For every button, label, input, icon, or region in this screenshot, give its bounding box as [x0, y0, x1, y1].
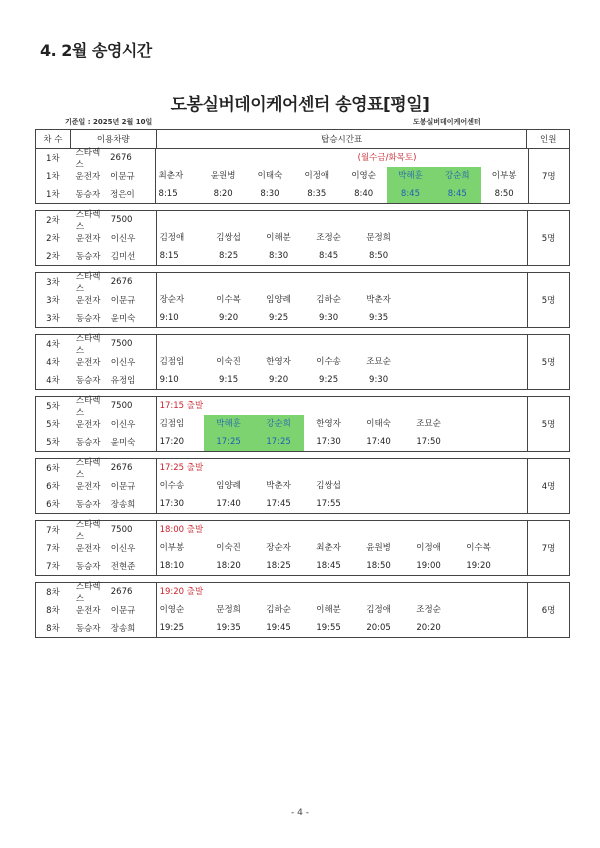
passenger-name: 최춘자 — [158, 171, 184, 181]
trip-group — [35, 520, 570, 576]
row-value: 7500 — [110, 525, 133, 535]
time-cells — [156, 433, 528, 451]
trip-number: 8차 — [46, 606, 60, 616]
pickup-time: 9:20 — [219, 313, 239, 323]
pickup-time: 19:45 — [266, 623, 291, 633]
departure-note: 17:25 출발 — [159, 463, 204, 473]
time-cells — [156, 619, 528, 637]
row-value: 김미선 — [110, 252, 136, 262]
people-count — [527, 309, 569, 327]
passenger-name: 강순희 — [254, 415, 304, 433]
trip-group — [35, 458, 570, 514]
time-cells — [155, 185, 528, 203]
row-label: 스타렉스 — [75, 210, 101, 232]
passenger-name: 이태숙 — [366, 419, 391, 429]
pickup-time: 9:20 — [269, 375, 289, 385]
header-car: 이용차량 — [70, 130, 156, 148]
trip-number: 8차 — [46, 624, 60, 634]
table-row — [36, 557, 569, 575]
trip-number: 1차 — [45, 172, 60, 182]
people-count: 4명 — [527, 477, 569, 495]
pickup-time: 18:45 — [316, 561, 341, 571]
row-value: 이문규 — [110, 296, 136, 306]
row-label: 스타렉스 — [75, 582, 101, 604]
row-label: 동승자 — [75, 562, 101, 572]
pickup-time: 8:40 — [354, 189, 374, 199]
passenger-name: 박춘자 — [366, 295, 391, 305]
time-cells — [155, 149, 528, 167]
passenger-name: 이부봉 — [491, 171, 517, 181]
time-cells — [156, 601, 528, 619]
passenger-name: 이정애 — [416, 543, 441, 553]
table-row — [36, 185, 569, 203]
trip-number: 4차 — [46, 340, 60, 350]
document-title: 도봉실버데이케어센터 송영표[평일] — [170, 95, 430, 115]
passenger-name: 최춘자 — [316, 543, 341, 553]
pickup-time: 19:25 — [159, 623, 185, 633]
row-label: 동승자 — [75, 438, 101, 448]
people-count — [527, 335, 569, 353]
pickup-time: 18:20 — [216, 561, 241, 571]
pickup-time: 8:35 — [307, 189, 327, 199]
passenger-name: 이숙진 — [216, 543, 241, 553]
people-count — [527, 583, 569, 601]
trip-number: 5차 — [46, 420, 60, 430]
passenger-name: 조정순 — [416, 605, 441, 615]
table-row — [36, 247, 569, 265]
trip-group — [35, 148, 570, 204]
passenger-name: 이해분 — [266, 233, 291, 243]
trip-number: 5차 — [46, 402, 60, 412]
passenger-name: 장순자 — [159, 295, 185, 305]
center-name: 도봉실버데이케어센터 — [413, 118, 481, 126]
table-row — [36, 396, 569, 418]
row-value: 7500 — [110, 401, 133, 411]
passenger-name: 이부봉 — [159, 543, 185, 553]
passenger-name: 윤원병 — [366, 543, 391, 553]
row-value: 장송희 — [110, 624, 136, 634]
departure-note: 19:20 출발 — [159, 587, 204, 597]
row-label: 운전자 — [75, 296, 101, 306]
passenger-name: 이영순 — [159, 605, 185, 615]
people-count — [527, 397, 569, 415]
pickup-time: 18:10 — [159, 561, 185, 571]
row-label: 동승자 — [75, 252, 101, 262]
passenger-name: 이수송 — [316, 357, 341, 367]
row-value: 2676 — [110, 587, 133, 597]
trip-number: 6차 — [46, 464, 60, 474]
trip-number: 7차 — [46, 544, 60, 554]
people-count — [528, 185, 569, 203]
trip-number: 5차 — [46, 438, 60, 448]
trip-number: 4차 — [46, 376, 60, 386]
pickup-time: 17:50 — [416, 437, 441, 447]
trip-number: 6차 — [46, 500, 60, 510]
row-value: 이신우 — [110, 234, 136, 244]
row-value: 장송희 — [110, 500, 136, 510]
pickup-time: 19:35 — [216, 623, 241, 633]
pickup-time: 18:50 — [366, 561, 391, 571]
departure-note — [293, 149, 340, 167]
row-label: 스타렉스 — [75, 458, 101, 480]
trip-number: 2차 — [46, 252, 60, 262]
pickup-time: 8:45 — [387, 185, 434, 203]
table-row — [36, 539, 569, 557]
trip-group — [35, 396, 570, 452]
people-count — [527, 459, 569, 477]
pickup-time: 8:30 — [269, 251, 289, 261]
passenger-name: 이태숙 — [257, 171, 283, 181]
passenger-name: 이해분 — [316, 605, 341, 615]
departure-note — [200, 149, 247, 167]
people-count — [527, 619, 569, 637]
departure-note — [247, 149, 294, 167]
time-cells — [156, 211, 528, 229]
passenger-name: 문정희 — [366, 233, 391, 243]
pickup-time: 8:45 — [434, 185, 481, 203]
people-count — [527, 211, 569, 229]
row-value: 정은이 — [110, 190, 135, 200]
pickup-time: 9:30 — [319, 313, 339, 323]
passenger-name: 김하순 — [316, 295, 341, 305]
pickup-time: 8:50 — [494, 189, 514, 199]
table-row — [36, 520, 569, 542]
table-row — [36, 415, 569, 433]
passenger-name: 이수송 — [159, 481, 185, 491]
time-cells — [156, 477, 528, 495]
pickup-time: 20:20 — [416, 623, 441, 633]
trip-group — [35, 582, 570, 638]
row-label: 운전자 — [75, 420, 101, 430]
trip-number: 7차 — [46, 526, 60, 536]
pickup-time: 8:15 — [158, 189, 178, 199]
passenger-name: 임양례 — [266, 295, 291, 305]
time-cells — [156, 371, 528, 389]
passenger-name: 김점임 — [159, 419, 185, 429]
pickup-time: 17:30 — [159, 499, 185, 509]
table-row — [36, 495, 569, 513]
passenger-name: 강순희 — [434, 167, 481, 185]
people-count: 6명 — [527, 601, 569, 619]
trip-number: 8차 — [46, 588, 60, 598]
row-label: 스타렉스 — [75, 272, 101, 294]
row-label: 스타렉스 — [75, 334, 101, 356]
people-count — [527, 371, 569, 389]
table-row — [36, 309, 569, 327]
row-value: 윤미숙 — [110, 314, 136, 324]
table-row — [36, 167, 569, 185]
time-cells — [156, 291, 528, 309]
time-cells — [156, 521, 528, 539]
passenger-name: 문정희 — [216, 605, 241, 615]
passenger-name: 김하순 — [266, 605, 291, 615]
people-count: 5명 — [527, 415, 569, 433]
row-label: 운전자 — [75, 172, 101, 182]
passenger-name: 김정애 — [159, 233, 185, 243]
row-value: 2676 — [110, 277, 133, 287]
pickup-time: 20:05 — [366, 623, 391, 633]
trip-number: 3차 — [46, 296, 60, 306]
pickup-time: 9:10 — [159, 313, 179, 323]
time-cells — [156, 397, 528, 415]
passenger-name: 김쌍섭 — [216, 233, 241, 243]
people-count — [527, 557, 569, 575]
pickup-time: 9:15 — [219, 375, 239, 385]
passenger-name: 이정애 — [304, 171, 330, 181]
pickup-time: 19:55 — [316, 623, 341, 633]
row-value: 전현준 — [110, 562, 136, 572]
trip-number: 4차 — [46, 358, 60, 368]
pickup-time: 17:45 — [266, 499, 291, 509]
table-row — [36, 458, 569, 480]
pickup-time: 17:40 — [366, 437, 391, 447]
table-row — [36, 334, 569, 356]
trip-group — [35, 334, 570, 390]
time-cells — [156, 459, 528, 477]
departure-note: (월수금/화목토) — [357, 153, 417, 163]
departure-note: 17:15 출발 — [159, 401, 204, 411]
pickup-time: 8:25 — [219, 251, 239, 261]
row-value: 윤미숙 — [110, 438, 136, 448]
row-label: 동승자 — [75, 190, 101, 200]
row-value: 이문규 — [110, 482, 136, 492]
row-value: 2676 — [110, 153, 132, 163]
time-cells — [156, 353, 528, 371]
table-row — [36, 353, 569, 371]
row-label: 스타렉스 — [75, 520, 101, 542]
people-count: 5명 — [527, 353, 569, 371]
time-cells — [156, 273, 528, 291]
header-times: 탑승시간표 — [156, 130, 527, 148]
pickup-time: 17:30 — [316, 437, 341, 447]
row-value: 7500 — [110, 339, 133, 349]
passenger-name: 조묘순 — [416, 419, 441, 429]
passenger-name: 한영자 — [316, 419, 341, 429]
trip-number: 6차 — [46, 482, 60, 492]
table-row — [36, 371, 569, 389]
passenger-name: 이수복 — [466, 543, 491, 553]
passenger-name: 박해훈 — [204, 415, 254, 433]
section-heading: 4. 2월 송영시간 — [40, 41, 152, 60]
table-row — [36, 601, 569, 619]
departure-note — [481, 149, 528, 167]
trip-number: 2차 — [46, 234, 60, 244]
passenger-name: 김쌍섭 — [316, 481, 341, 491]
table-row — [36, 272, 569, 294]
row-value: 이문규 — [110, 172, 135, 182]
pickup-time: 8:45 — [319, 251, 339, 261]
time-cells — [155, 167, 528, 185]
row-label: 동승자 — [75, 500, 101, 510]
passenger-name: 임양례 — [216, 481, 241, 491]
pickup-time: 8:20 — [213, 189, 233, 199]
trip-number: 1차 — [45, 190, 60, 200]
table-row — [36, 148, 569, 170]
pickup-time: 9:25 — [269, 313, 289, 323]
passenger-name: 박해훈 — [387, 167, 434, 185]
passenger-name: 김점임 — [159, 357, 185, 367]
row-label: 동승자 — [75, 624, 101, 634]
row-label: 스타렉스 — [75, 396, 101, 418]
pickup-time: 8:30 — [260, 189, 280, 199]
table-row — [36, 210, 569, 232]
passenger-name: 이숙진 — [216, 357, 241, 367]
people-count — [527, 273, 569, 291]
row-label: 동승자 — [75, 376, 101, 386]
row-value: 이신우 — [110, 544, 136, 554]
departure-note — [156, 149, 200, 167]
passenger-name: 김정애 — [366, 605, 391, 615]
table-row — [36, 477, 569, 495]
time-cells — [156, 309, 528, 327]
header-cha: 차 수 — [43, 135, 63, 145]
people-count — [527, 521, 569, 539]
pickup-time: 8:50 — [369, 251, 389, 261]
people-count — [527, 433, 569, 451]
trip-number: 3차 — [46, 278, 60, 288]
passenger-name: 장순자 — [266, 543, 291, 553]
page-number: - 4 - — [291, 808, 309, 818]
people-count: 5명 — [527, 229, 569, 247]
passenger-name: 이영순 — [351, 171, 376, 181]
time-cells — [156, 415, 528, 433]
trip-number: 3차 — [46, 314, 60, 324]
row-value: 유정임 — [110, 376, 136, 386]
schedule-table — [35, 129, 570, 644]
pickup-time: 9:35 — [369, 313, 389, 323]
header-people: 인원 — [526, 130, 569, 148]
pickup-time: 9:10 — [159, 375, 179, 385]
time-cells — [156, 495, 528, 513]
pickup-time: 19:00 — [416, 561, 441, 571]
row-label: 동승자 — [75, 314, 101, 324]
pickup-time: 17:25 — [254, 433, 304, 451]
passenger-name: 박춘자 — [266, 481, 291, 491]
pickup-time: 9:30 — [369, 375, 389, 385]
people-count — [527, 495, 569, 513]
row-label: 스타렉스 — [75, 148, 101, 170]
pickup-time: 17:55 — [316, 499, 341, 509]
pickup-time: 8:15 — [159, 251, 179, 261]
pickup-time: 17:40 — [216, 499, 241, 509]
pickup-time: 17:25 — [204, 433, 254, 451]
people-count — [528, 149, 569, 167]
row-value: 이문규 — [110, 606, 136, 616]
time-cells — [156, 247, 528, 265]
pickup-time: 17:20 — [159, 437, 185, 447]
row-label: 운전자 — [75, 482, 101, 492]
pickup-time: 18:25 — [266, 561, 291, 571]
base-date: 기준일 : 2025년 2월 10일 — [65, 118, 153, 126]
trip-group — [35, 272, 570, 328]
table-row — [36, 433, 569, 451]
row-value: 2676 — [110, 463, 133, 473]
table-row — [36, 619, 569, 637]
pickup-time: 19:20 — [466, 561, 491, 571]
trip-group — [35, 210, 570, 266]
time-cells — [156, 557, 528, 575]
table-row — [36, 582, 569, 604]
row-label: 운전자 — [75, 358, 101, 368]
departure-note: 18:00 출발 — [159, 525, 204, 535]
row-label: 운전자 — [75, 544, 101, 554]
passenger-name: 이수복 — [216, 295, 241, 305]
trip-number: 2차 — [46, 216, 60, 226]
people-count: 7명 — [527, 539, 569, 557]
row-label: 운전자 — [75, 606, 101, 616]
table-row — [36, 229, 569, 247]
trip-number: 7차 — [46, 562, 60, 572]
table-row — [36, 291, 569, 309]
people-count: 7명 — [528, 167, 569, 185]
row-value: 이신우 — [110, 420, 136, 430]
time-cells — [156, 229, 528, 247]
people-count — [527, 247, 569, 265]
time-cells — [156, 335, 528, 353]
pickup-time: 9:25 — [319, 375, 339, 385]
passenger-name: 윤원병 — [210, 171, 236, 181]
people-count: 5명 — [527, 291, 569, 309]
row-value: 이신우 — [110, 358, 136, 368]
passenger-name: 조묘순 — [366, 357, 391, 367]
passenger-name: 한영자 — [266, 357, 291, 367]
departure-note — [434, 149, 481, 167]
table-header — [35, 129, 570, 148]
row-label: 운전자 — [75, 234, 101, 244]
passenger-name: 조정순 — [316, 233, 341, 243]
time-cells — [156, 583, 528, 601]
row-value: 7500 — [110, 215, 133, 225]
time-cells — [156, 539, 528, 557]
trip-number: 1차 — [45, 154, 60, 164]
